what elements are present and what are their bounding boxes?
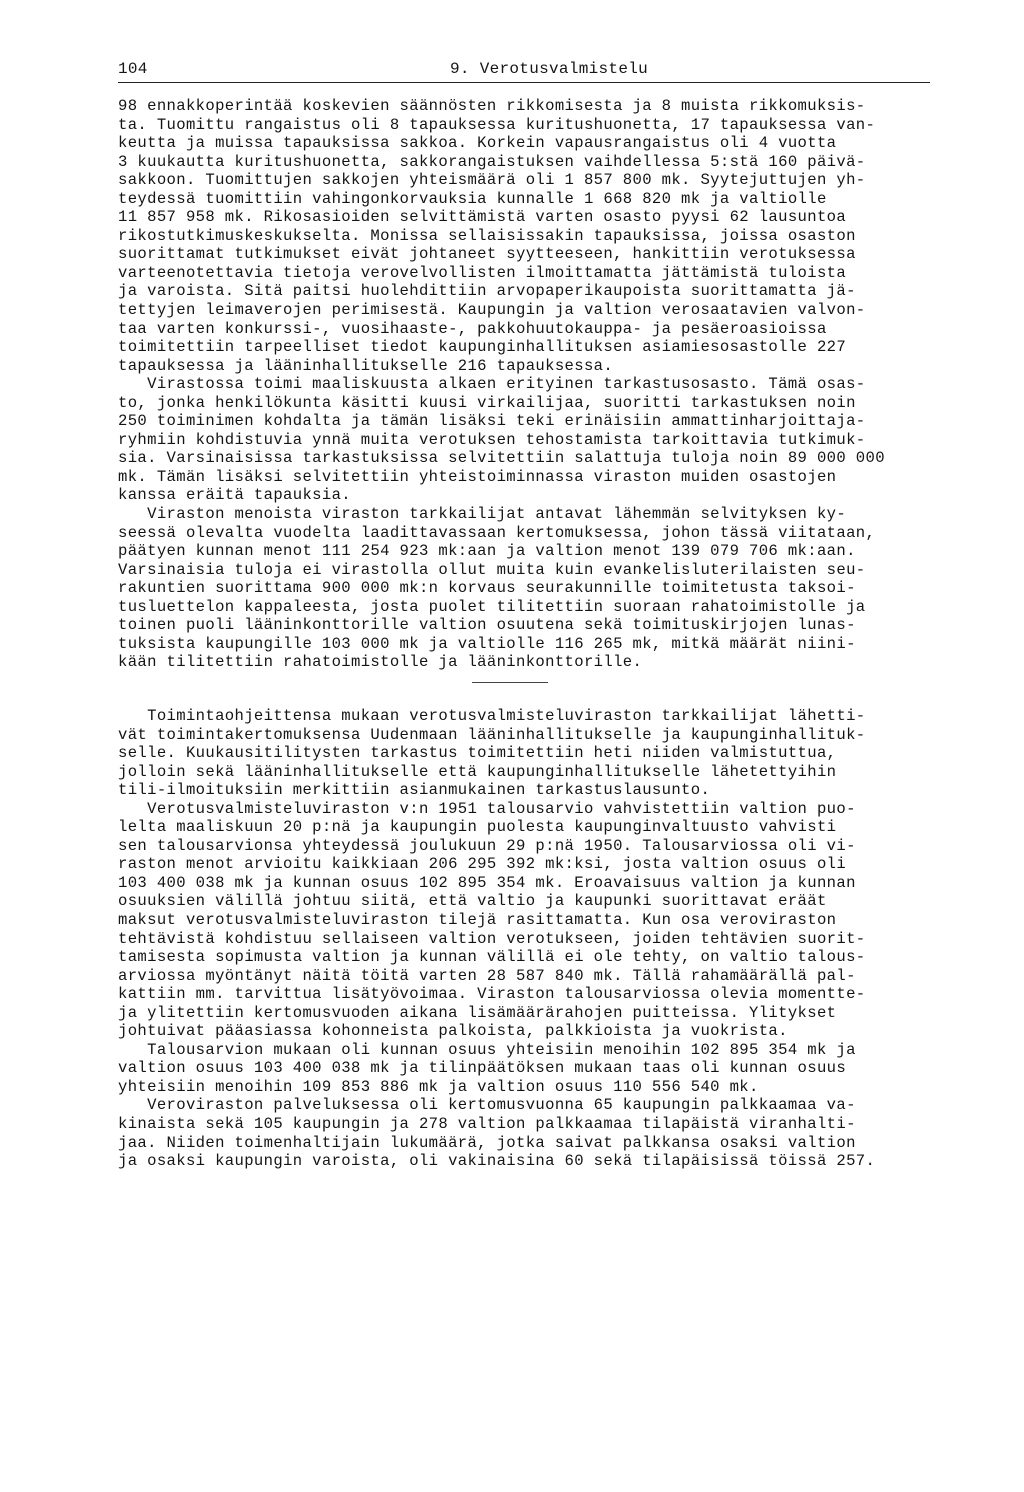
text-line: Veroviraston palveluksessa oli kertomusvuonna 65 kaupungin palkkaamaa va- [118,1096,856,1115]
text-line: Verotusvalmisteluviraston v:n 1951 talousarvio vahvistettiin valtion puo- [118,799,856,818]
text-line: tili-ilmoituksiin merkittiin asianmukainen tarkastuslausunto. [118,781,711,800]
text-line: rikostutkimuskeskukselta. Monissa sellaisissakin tapauksissa, joissa osaston [118,226,856,245]
text-line: ja ylitettiin kertomusvuoden aikana lisämäärärahojen puitteissa. Ylitykset [118,1003,837,1022]
text-line: selle. Kuukausitilitysten tarkastus toimitettiin heti niiden valmistuttua, [118,744,837,763]
text-line: Toimintaohjeittensa mukaan verotusvalmisteluviraston tarkkailijat lähetti- [118,707,866,725]
text-line: to, jonka henkilökunta käsitti kuusi virkailijaa, suoritti tarkastuksen noin [118,393,856,412]
text-line: tusluettelon kappaleesta, josta puolet tilitettiin suoraan rahatoimistolle ja [118,597,866,616]
text-line: raston menot arvioitu kaikkiaan 206 295 392 mk:ksi, josta valtion osuus oli [118,855,847,874]
text-line: 98 ennakkoperintää koskevien säännösten rikkomisesta ja 8 muista rikkomuksis- [118,97,866,115]
text-line: ta. Tuomittu rangaistus oli 8 tapauksessa kuritushuonetta, 17 tapauksessa van- [118,115,876,134]
text-line: ja varoista. Sitä paitsi huolehdittiin arvopaperikaupoista suorittamatta jä- [118,282,856,301]
running-title: 9. Verotusvalmistelu [450,60,649,78]
text-line: kinaista sekä 105 kaupungin ja 278 valtion palkkaamaa tilapäistä viranhalti- [118,1115,856,1134]
text-line: yhteisiin menoihin 109 853 886 mk ja valtion osuus 110 556 540 mk. [118,1077,759,1096]
text-line: johtuivat pääasiassa kohonneista palkoista, palkkioista ja vuokrista. [118,1022,788,1041]
text-line: toimitettiin tarpeelliset tiedot kaupunginhallituksen asiamiesosastolle 227 [118,338,847,357]
text-line: jolloin sekä lääninhallitukselle että kaupunginhallitukselle lähetettyihin [118,762,837,781]
text-line: päätyen kunnan menot 111 254 923 mk:aan ja valtion menot 139 079 706 mk:aan. [118,542,856,561]
text-line: 3 kuukautta kuritushuonetta, sakkorangaistuksen vaihdellessa 5:stä 160 päivä- [118,152,866,171]
body-section-1 [118,97,968,672]
text-line: tamisesta sopimusta valtion ja kunnan välillä ei ole tehty, on valtio talous- [118,948,866,967]
text-line: suorittamat tutkimukset eivät johtaneet syytteeseen, hankittiin verotuksessa [118,245,856,264]
text-line: rakuntien suorittama 900 000 mk:n korvaus seurakunnille toimitetusta taksoi- [118,579,856,598]
text-line: sia. Varsinaisissa tarkastuksissa selvitettiin salattuja tuloja noin 89 000 000 [118,449,885,468]
text-line: seessä olevalta vuodelta laadittavassaan kertomuksessa, johon tässä viitataan, [118,523,876,542]
text-line: Varsinaisia tuloja ei virastolla ollut muita kuin evankelisluterilaisten seu- [118,560,866,579]
text-line: tapauksessa ja lääninhallitukselle 216 tapauksessa. [118,356,614,375]
text-line: jaa. Niiden toimenhaltijain lukumäärä, jotka saivat palkkansa osaksi valtion [118,1133,856,1152]
text-line: taa varten konkurssi-, vuosihaaste-, pakkohuutokauppa- ja pesäeroasioissa [118,319,827,338]
text-line: kattiin mm. tarvittua lisätyövoimaa. Viraston talousarviossa olevia momentte- [118,985,866,1004]
text-line: lelta maaliskuun 20 p:nä ja kaupungin puolesta kaupunginvaltuusto vahvisti [118,818,837,837]
text-line: varteenotettavia tietoja verovelvollisten ilmoittamatta jättämistä tuloista [118,263,847,282]
text-line: Talousarvion mukaan oli kunnan osuus yhteisiin menoihin 102 895 354 mk ja [118,1040,856,1059]
text-line: Viraston menoista viraston tarkkailijat antavat lähemmän selvityksen ky- [118,505,847,524]
text-line: tettyjen leimaverojen perimisestä. Kaupungin ja valtion verosaatavien valvon- [118,301,866,320]
text-line: kään tilitettiin rahatoimistolle ja lääninkonttorille. [118,653,643,672]
text-line: valtion osuus 103 400 038 mk ja tilinpäätöksen mukaan taas oli kunnan osuus [118,1059,847,1078]
text-line: 103 400 038 mk ja kunnan osuus 102 895 354 mk. Eroavaisuus valtion ja kunnan [118,873,856,892]
text-line: sen talousarvionsa yhteydessä joulukuun 29 p:nä 1950. Talousarviossa oli vi- [118,836,856,855]
text-line: 11 857 958 mk. Rikosasioiden selvittämistä varten osasto pyysi 62 lausuntoa [118,208,847,227]
header-rule [118,82,930,83]
body-section-2 [118,707,968,1171]
text-line: tehtävistä kohdistuu sellaiseen valtion verotukseen, joiden tehtävien suorit- [118,929,866,948]
section-divider [472,682,548,683]
text-line: sakkoon. Tuomittujen sakkojen yhteismäärä oli 1 857 800 mk. Syytejuttujen yh- [118,171,866,190]
text-line: arviossa myöntänyt näitä töitä varten 28 587 840 mk. Tällä rahamäärällä pal- [118,966,856,985]
text-line: kanssa eräitä tapauksia. [118,486,351,505]
text-line: teydessä tuomittiin vahingonkorvauksia kunnalle 1 668 820 mk ja valtiolle [118,189,827,208]
page-number: 104 [118,60,148,78]
text-line: 250 toiminimen kohdalta ja tämän lisäksi teki erinäisiin ammattinharjoittaja- [118,412,866,431]
text-line: tuksista kaupungille 103 000 mk ja valtiolle 116 265 mk, mitkä määrät niini- [118,634,856,653]
text-line: keutta ja muissa tapauksissa sakkoa. Korkein vapausrangaistus oli 4 vuotta [118,134,837,153]
text-line: vät toimintakertomuksensa Uudenmaan lääninhallitukselle ja kaupunginhallituk- [118,725,866,744]
text-line: ja osaksi kaupungin varoista, oli vakinaisina 60 sekä tilapäisissä töissä 257. [118,1152,876,1171]
text-line: mk. Tämän lisäksi selvitettiin yhteistoiminnassa viraston muiden osastojen [118,467,837,486]
text-line: ryhmiin kohdistuvia ynnä muita verotuksen tehostamista tarkoittavia tutkimuk- [118,430,866,449]
text-line: maksut verotusvalmisteluviraston tilejä rasittamatta. Kun osa veroviraston [118,911,837,930]
text-line: osuuksien välillä johtuu siitä, että valtio ja kaupunki suorittavat eräät [118,892,827,911]
page-header [118,60,930,80]
text-line: Virastossa toimi maaliskuusta alkaen erityinen tarkastusosasto. Tämä osas- [118,375,866,394]
text-line: toinen puoli lääninkonttorille valtion osuutena sekä toimituskirjojen lunas- [118,616,856,635]
